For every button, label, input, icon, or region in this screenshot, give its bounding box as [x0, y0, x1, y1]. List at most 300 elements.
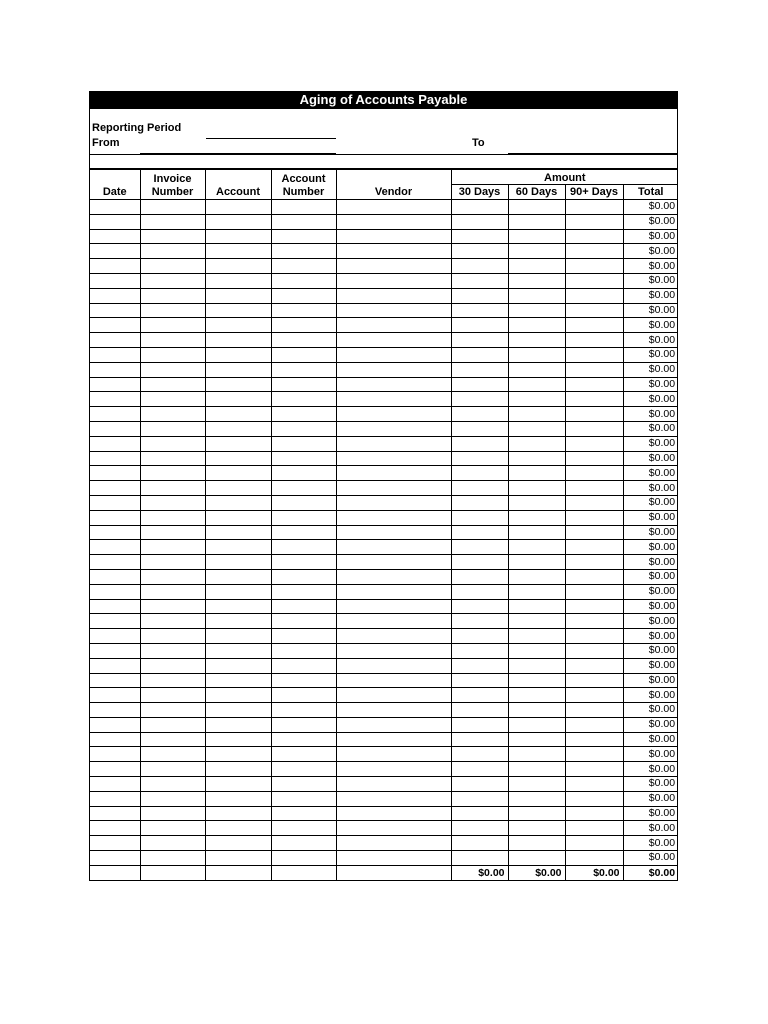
account-number-cell[interactable]: [271, 466, 336, 481]
days60-cell[interactable]: [508, 229, 565, 244]
days90-cell[interactable]: [565, 599, 623, 614]
invoice-number-cell[interactable]: [140, 407, 205, 422]
account-number-cell[interactable]: [271, 777, 336, 792]
days60-cell[interactable]: [508, 851, 565, 866]
vendor-cell[interactable]: [336, 584, 451, 599]
vendor-cell[interactable]: [336, 451, 451, 466]
days90-cell[interactable]: [565, 836, 623, 851]
vendor-cell[interactable]: [336, 732, 451, 747]
days30-cell[interactable]: [451, 599, 508, 614]
vendor-cell[interactable]: [336, 244, 451, 259]
date-cell[interactable]: [90, 717, 140, 732]
days60-cell[interactable]: [508, 762, 565, 777]
days30-cell[interactable]: [451, 658, 508, 673]
date-cell[interactable]: [90, 333, 140, 348]
account-cell[interactable]: [205, 717, 271, 732]
days60-cell[interactable]: [508, 288, 565, 303]
days90-cell[interactable]: [565, 259, 623, 274]
days60-cell[interactable]: [508, 333, 565, 348]
invoice-number-cell[interactable]: [140, 703, 205, 718]
days60-cell[interactable]: [508, 421, 565, 436]
vendor-cell[interactable]: [336, 288, 451, 303]
account-number-cell[interactable]: [271, 407, 336, 422]
days90-cell[interactable]: [565, 703, 623, 718]
account-cell[interactable]: [205, 244, 271, 259]
days60-cell[interactable]: [508, 703, 565, 718]
account-number-cell[interactable]: [271, 347, 336, 362]
days90-cell[interactable]: [565, 466, 623, 481]
account-number-cell[interactable]: [271, 688, 336, 703]
vendor-cell[interactable]: [336, 791, 451, 806]
vendor-cell[interactable]: [336, 347, 451, 362]
days90-cell[interactable]: [565, 214, 623, 229]
vendor-cell[interactable]: [336, 495, 451, 510]
days90-cell[interactable]: [565, 421, 623, 436]
date-cell[interactable]: [90, 244, 140, 259]
days90-cell[interactable]: [565, 821, 623, 836]
invoice-number-cell[interactable]: [140, 392, 205, 407]
account-cell[interactable]: [205, 451, 271, 466]
vendor-cell[interactable]: [336, 259, 451, 274]
invoice-number-cell[interactable]: [140, 791, 205, 806]
date-cell[interactable]: [90, 407, 140, 422]
account-cell[interactable]: [205, 466, 271, 481]
vendor-cell[interactable]: [336, 821, 451, 836]
date-cell[interactable]: [90, 791, 140, 806]
days30-cell[interactable]: [451, 510, 508, 525]
invoice-number-cell[interactable]: [140, 569, 205, 584]
days60-cell[interactable]: [508, 555, 565, 570]
account-number-cell[interactable]: [271, 821, 336, 836]
days60-cell[interactable]: [508, 495, 565, 510]
account-cell[interactable]: [205, 806, 271, 821]
vendor-cell[interactable]: [336, 377, 451, 392]
account-cell[interactable]: [205, 407, 271, 422]
days30-cell[interactable]: [451, 584, 508, 599]
days30-cell[interactable]: [451, 214, 508, 229]
account-number-cell[interactable]: [271, 392, 336, 407]
date-cell[interactable]: [90, 421, 140, 436]
days60-cell[interactable]: [508, 747, 565, 762]
days60-cell[interactable]: [508, 569, 565, 584]
date-cell[interactable]: [90, 836, 140, 851]
date-cell[interactable]: [90, 451, 140, 466]
account-number-cell[interactable]: [271, 540, 336, 555]
days60-cell[interactable]: [508, 466, 565, 481]
account-number-cell[interactable]: [271, 273, 336, 288]
account-cell[interactable]: [205, 643, 271, 658]
vendor-cell[interactable]: [336, 273, 451, 288]
days30-cell[interactable]: [451, 540, 508, 555]
invoice-number-cell[interactable]: [140, 495, 205, 510]
days60-cell[interactable]: [508, 717, 565, 732]
days60-cell[interactable]: [508, 525, 565, 540]
vendor-cell[interactable]: [336, 643, 451, 658]
days30-cell[interactable]: [451, 732, 508, 747]
days30-cell[interactable]: [451, 791, 508, 806]
days30-cell[interactable]: [451, 777, 508, 792]
account-number-cell[interactable]: [271, 451, 336, 466]
days90-cell[interactable]: [565, 777, 623, 792]
invoice-number-cell[interactable]: [140, 540, 205, 555]
days90-cell[interactable]: [565, 747, 623, 762]
date-cell[interactable]: [90, 392, 140, 407]
vendor-cell[interactable]: [336, 318, 451, 333]
date-cell[interactable]: [90, 436, 140, 451]
account-cell[interactable]: [205, 200, 271, 215]
vendor-cell[interactable]: [336, 200, 451, 215]
days30-cell[interactable]: [451, 377, 508, 392]
account-cell[interactable]: [205, 288, 271, 303]
account-cell[interactable]: [205, 318, 271, 333]
invoice-number-cell[interactable]: [140, 333, 205, 348]
days60-cell[interactable]: [508, 214, 565, 229]
date-cell[interactable]: [90, 747, 140, 762]
invoice-number-cell[interactable]: [140, 658, 205, 673]
days30-cell[interactable]: [451, 495, 508, 510]
invoice-number-cell[interactable]: [140, 362, 205, 377]
days30-cell[interactable]: [451, 466, 508, 481]
invoice-number-cell[interactable]: [140, 214, 205, 229]
days90-cell[interactable]: [565, 510, 623, 525]
days30-cell[interactable]: [451, 318, 508, 333]
days90-cell[interactable]: [565, 318, 623, 333]
invoice-number-cell[interactable]: [140, 244, 205, 259]
vendor-cell[interactable]: [336, 303, 451, 318]
date-cell[interactable]: [90, 688, 140, 703]
date-cell[interactable]: [90, 584, 140, 599]
invoice-number-cell[interactable]: [140, 436, 205, 451]
days90-cell[interactable]: [565, 288, 623, 303]
days60-cell[interactable]: [508, 688, 565, 703]
vendor-cell[interactable]: [336, 436, 451, 451]
account-number-cell[interactable]: [271, 229, 336, 244]
invoice-number-cell[interactable]: [140, 851, 205, 866]
date-cell[interactable]: [90, 777, 140, 792]
account-cell[interactable]: [205, 777, 271, 792]
account-cell[interactable]: [205, 347, 271, 362]
date-cell[interactable]: [90, 629, 140, 644]
days30-cell[interactable]: [451, 333, 508, 348]
account-cell[interactable]: [205, 540, 271, 555]
days60-cell[interactable]: [508, 821, 565, 836]
invoice-number-cell[interactable]: [140, 629, 205, 644]
invoice-number-cell[interactable]: [140, 806, 205, 821]
account-number-cell[interactable]: [271, 747, 336, 762]
account-number-cell[interactable]: [271, 259, 336, 274]
invoice-number-cell[interactable]: [140, 614, 205, 629]
account-cell[interactable]: [205, 555, 271, 570]
days90-cell[interactable]: [565, 495, 623, 510]
date-cell[interactable]: [90, 200, 140, 215]
days90-cell[interactable]: [565, 244, 623, 259]
reporting-period-input-line[interactable]: [206, 138, 336, 139]
days30-cell[interactable]: [451, 555, 508, 570]
date-cell[interactable]: [90, 347, 140, 362]
account-cell[interactable]: [205, 481, 271, 496]
days30-cell[interactable]: [451, 762, 508, 777]
days60-cell[interactable]: [508, 806, 565, 821]
account-number-cell[interactable]: [271, 851, 336, 866]
invoice-number-cell[interactable]: [140, 599, 205, 614]
vendor-cell[interactable]: [336, 658, 451, 673]
days30-cell[interactable]: [451, 851, 508, 866]
account-number-cell[interactable]: [271, 806, 336, 821]
days30-cell[interactable]: [451, 288, 508, 303]
days90-cell[interactable]: [565, 643, 623, 658]
account-cell[interactable]: [205, 303, 271, 318]
invoice-number-cell[interactable]: [140, 555, 205, 570]
invoice-number-cell[interactable]: [140, 777, 205, 792]
account-cell[interactable]: [205, 436, 271, 451]
days30-cell[interactable]: [451, 451, 508, 466]
days60-cell[interactable]: [508, 407, 565, 422]
invoice-number-cell[interactable]: [140, 762, 205, 777]
account-cell[interactable]: [205, 377, 271, 392]
date-cell[interactable]: [90, 732, 140, 747]
days60-cell[interactable]: [508, 732, 565, 747]
days90-cell[interactable]: [565, 333, 623, 348]
vendor-cell[interactable]: [336, 481, 451, 496]
account-number-cell[interactable]: [271, 673, 336, 688]
date-cell[interactable]: [90, 303, 140, 318]
days30-cell[interactable]: [451, 821, 508, 836]
days60-cell[interactable]: [508, 629, 565, 644]
account-number-cell[interactable]: [271, 569, 336, 584]
days60-cell[interactable]: [508, 362, 565, 377]
days30-cell[interactable]: [451, 259, 508, 274]
date-cell[interactable]: [90, 658, 140, 673]
date-cell[interactable]: [90, 377, 140, 392]
account-number-cell[interactable]: [271, 643, 336, 658]
account-cell[interactable]: [205, 614, 271, 629]
vendor-cell[interactable]: [336, 836, 451, 851]
days30-cell[interactable]: [451, 392, 508, 407]
account-cell[interactable]: [205, 392, 271, 407]
days90-cell[interactable]: [565, 273, 623, 288]
days90-cell[interactable]: [565, 806, 623, 821]
date-cell[interactable]: [90, 643, 140, 658]
days90-cell[interactable]: [565, 791, 623, 806]
days90-cell[interactable]: [565, 762, 623, 777]
days60-cell[interactable]: [508, 377, 565, 392]
days30-cell[interactable]: [451, 525, 508, 540]
vendor-cell[interactable]: [336, 229, 451, 244]
account-number-cell[interactable]: [271, 200, 336, 215]
account-cell[interactable]: [205, 273, 271, 288]
vendor-cell[interactable]: [336, 569, 451, 584]
date-cell[interactable]: [90, 555, 140, 570]
date-cell[interactable]: [90, 273, 140, 288]
days90-cell[interactable]: [565, 200, 623, 215]
account-cell[interactable]: [205, 851, 271, 866]
invoice-number-cell[interactable]: [140, 451, 205, 466]
invoice-number-cell[interactable]: [140, 673, 205, 688]
account-number-cell[interactable]: [271, 525, 336, 540]
invoice-number-cell[interactable]: [140, 510, 205, 525]
account-cell[interactable]: [205, 421, 271, 436]
date-cell[interactable]: [90, 851, 140, 866]
days30-cell[interactable]: [451, 421, 508, 436]
date-cell[interactable]: [90, 288, 140, 303]
vendor-cell[interactable]: [336, 851, 451, 866]
invoice-number-cell[interactable]: [140, 259, 205, 274]
date-cell[interactable]: [90, 229, 140, 244]
invoice-number-cell[interactable]: [140, 643, 205, 658]
account-number-cell[interactable]: [271, 658, 336, 673]
vendor-cell[interactable]: [336, 806, 451, 821]
account-number-cell[interactable]: [271, 510, 336, 525]
account-cell[interactable]: [205, 229, 271, 244]
account-cell[interactable]: [205, 495, 271, 510]
days60-cell[interactable]: [508, 643, 565, 658]
days30-cell[interactable]: [451, 362, 508, 377]
invoice-number-cell[interactable]: [140, 747, 205, 762]
invoice-number-cell[interactable]: [140, 288, 205, 303]
days60-cell[interactable]: [508, 584, 565, 599]
account-number-cell[interactable]: [271, 421, 336, 436]
days30-cell[interactable]: [451, 569, 508, 584]
days60-cell[interactable]: [508, 244, 565, 259]
account-number-cell[interactable]: [271, 288, 336, 303]
account-number-cell[interactable]: [271, 481, 336, 496]
account-cell[interactable]: [205, 821, 271, 836]
days30-cell[interactable]: [451, 747, 508, 762]
days90-cell[interactable]: [565, 717, 623, 732]
days90-cell[interactable]: [565, 658, 623, 673]
date-cell[interactable]: [90, 703, 140, 718]
invoice-number-cell[interactable]: [140, 525, 205, 540]
days60-cell[interactable]: [508, 510, 565, 525]
days90-cell[interactable]: [565, 540, 623, 555]
vendor-cell[interactable]: [336, 466, 451, 481]
account-cell[interactable]: [205, 836, 271, 851]
days90-cell[interactable]: [565, 377, 623, 392]
account-cell[interactable]: [205, 599, 271, 614]
vendor-cell[interactable]: [336, 214, 451, 229]
account-cell[interactable]: [205, 747, 271, 762]
vendor-cell[interactable]: [336, 614, 451, 629]
days60-cell[interactable]: [508, 436, 565, 451]
invoice-number-cell[interactable]: [140, 821, 205, 836]
date-cell[interactable]: [90, 481, 140, 496]
days30-cell[interactable]: [451, 200, 508, 215]
days90-cell[interactable]: [565, 525, 623, 540]
days60-cell[interactable]: [508, 540, 565, 555]
vendor-cell[interactable]: [336, 762, 451, 777]
days90-cell[interactable]: [565, 303, 623, 318]
vendor-cell[interactable]: [336, 392, 451, 407]
days90-cell[interactable]: [565, 732, 623, 747]
account-number-cell[interactable]: [271, 495, 336, 510]
days90-cell[interactable]: [565, 451, 623, 466]
days60-cell[interactable]: [508, 614, 565, 629]
days30-cell[interactable]: [451, 303, 508, 318]
days90-cell[interactable]: [565, 688, 623, 703]
date-cell[interactable]: [90, 318, 140, 333]
account-cell[interactable]: [205, 214, 271, 229]
account-cell[interactable]: [205, 658, 271, 673]
days30-cell[interactable]: [451, 347, 508, 362]
account-cell[interactable]: [205, 525, 271, 540]
account-number-cell[interactable]: [271, 362, 336, 377]
account-number-cell[interactable]: [271, 436, 336, 451]
account-cell[interactable]: [205, 510, 271, 525]
days90-cell[interactable]: [565, 392, 623, 407]
date-cell[interactable]: [90, 259, 140, 274]
date-cell[interactable]: [90, 806, 140, 821]
days90-cell[interactable]: [565, 569, 623, 584]
vendor-cell[interactable]: [336, 555, 451, 570]
invoice-number-cell[interactable]: [140, 584, 205, 599]
date-cell[interactable]: [90, 821, 140, 836]
vendor-cell[interactable]: [336, 747, 451, 762]
days30-cell[interactable]: [451, 273, 508, 288]
days90-cell[interactable]: [565, 673, 623, 688]
invoice-number-cell[interactable]: [140, 421, 205, 436]
vendor-cell[interactable]: [336, 688, 451, 703]
invoice-number-cell[interactable]: [140, 481, 205, 496]
days90-cell[interactable]: [565, 629, 623, 644]
account-number-cell[interactable]: [271, 318, 336, 333]
invoice-number-cell[interactable]: [140, 717, 205, 732]
account-cell[interactable]: [205, 762, 271, 777]
account-cell[interactable]: [205, 259, 271, 274]
invoice-number-cell[interactable]: [140, 836, 205, 851]
days90-cell[interactable]: [565, 436, 623, 451]
vendor-cell[interactable]: [336, 599, 451, 614]
account-number-cell[interactable]: [271, 244, 336, 259]
account-number-cell[interactable]: [271, 555, 336, 570]
date-cell[interactable]: [90, 540, 140, 555]
vendor-cell[interactable]: [336, 703, 451, 718]
days60-cell[interactable]: [508, 658, 565, 673]
days30-cell[interactable]: [451, 629, 508, 644]
vendor-cell[interactable]: [336, 540, 451, 555]
days60-cell[interactable]: [508, 451, 565, 466]
days90-cell[interactable]: [565, 584, 623, 599]
days60-cell[interactable]: [508, 599, 565, 614]
days90-cell[interactable]: [565, 614, 623, 629]
account-number-cell[interactable]: [271, 732, 336, 747]
account-number-cell[interactable]: [271, 377, 336, 392]
days90-cell[interactable]: [565, 407, 623, 422]
days30-cell[interactable]: [451, 673, 508, 688]
account-number-cell[interactable]: [271, 303, 336, 318]
account-number-cell[interactable]: [271, 762, 336, 777]
days60-cell[interactable]: [508, 392, 565, 407]
date-cell[interactable]: [90, 614, 140, 629]
invoice-number-cell[interactable]: [140, 273, 205, 288]
account-cell[interactable]: [205, 362, 271, 377]
account-cell[interactable]: [205, 569, 271, 584]
vendor-cell[interactable]: [336, 407, 451, 422]
days90-cell[interactable]: [565, 851, 623, 866]
date-cell[interactable]: [90, 214, 140, 229]
invoice-number-cell[interactable]: [140, 200, 205, 215]
vendor-cell[interactable]: [336, 510, 451, 525]
days60-cell[interactable]: [508, 303, 565, 318]
days30-cell[interactable]: [451, 836, 508, 851]
account-number-cell[interactable]: [271, 703, 336, 718]
vendor-cell[interactable]: [336, 525, 451, 540]
vendor-cell[interactable]: [336, 362, 451, 377]
vendor-cell[interactable]: [336, 717, 451, 732]
days60-cell[interactable]: [508, 200, 565, 215]
days90-cell[interactable]: [565, 229, 623, 244]
days90-cell[interactable]: [565, 481, 623, 496]
account-number-cell[interactable]: [271, 214, 336, 229]
